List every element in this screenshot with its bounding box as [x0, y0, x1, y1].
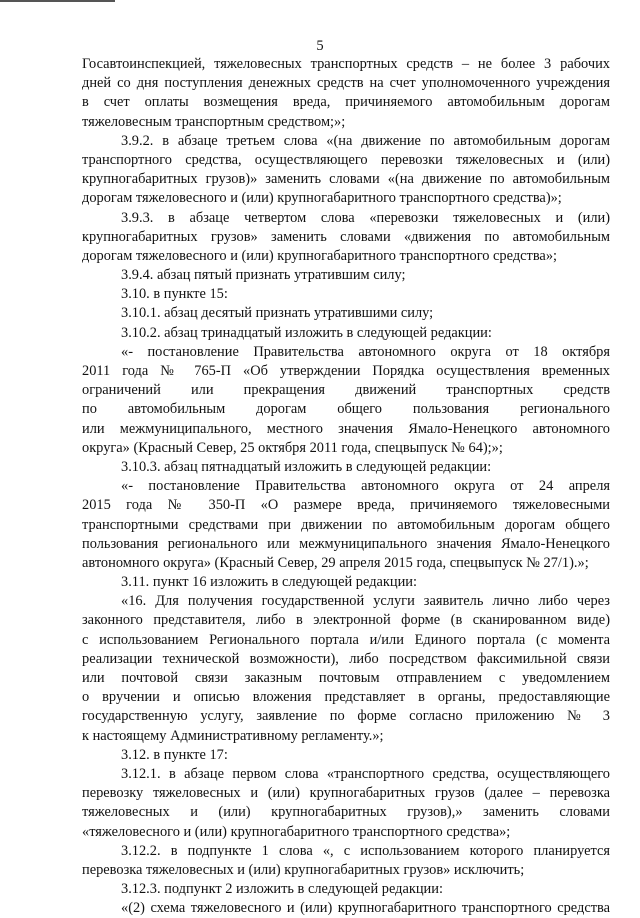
text-line: «- постановление Правительства автономного округа от 18 октября	[121, 343, 610, 360]
text-line: 3.9.4. абзац пятый признать утратившим силу;	[121, 267, 406, 284]
text-line: крупногабаритных грузов)» заменить словами «(на движение по автомобильным	[82, 171, 610, 188]
text-line: о вручении и описью вложения представляет в органы, предоставляющие	[82, 689, 610, 706]
corner-mark	[0, 0, 115, 2]
text-line: 3.10.3. абзац пятнадцатый изложить в следующей редакции:	[121, 458, 492, 475]
text-line: перевозка тяжеловесных и (или) крупногабаритных грузов» исключить;	[82, 861, 525, 878]
text-line: тяжеловесных и (или) крупногабаритных грузов),» заменить словами	[82, 804, 610, 821]
text-line: в счет оплаты возмещения вреда, причиняемого автомобильным дорогам	[82, 94, 610, 111]
text-line: дорогам тяжеловесного и (или) крупногабаритного транспортного средства)»;	[82, 190, 562, 207]
text-line: 3.9.2. в абзаце третьем слова «(на движение по автомобильным дорогам	[121, 132, 610, 149]
text-line: 3.12.3. подпункт 2 изложить в следующей редакции:	[121, 881, 443, 898]
text-line: 3.11. пункт 16 изложить в следующей редакции:	[121, 574, 418, 591]
text-line: с использованием Регионального портала и/или Единого портала (с момента	[82, 631, 610, 648]
text-line: Госавтоинспекцией, тяжеловесных транспортных средств – не более 3 рабочих	[82, 56, 610, 72]
text-line: ограничений или прекращения движений транспортных средств	[82, 382, 610, 399]
text-line: 3.10. в пункте 15:	[121, 286, 228, 303]
text-line: транспортными средствами при движении по автомобильным дорогам общего	[82, 516, 610, 533]
text-line: транспортного средства, осуществляющего перевозки тяжеловесных и (или)	[82, 151, 610, 168]
text-line: 2015 года № 350-П «О размере вреда, причиняемого тяжеловесными	[82, 497, 610, 514]
text-line: «тяжеловесного и (или) крупногабаритного транспортного средства»;	[82, 823, 511, 840]
text-line: или почтовой связи заказным почтовым отправлением с уведомлением	[82, 670, 610, 686]
text-line: 3.10.2. абзац тринадцатый изложить в следующей редакции:	[121, 324, 492, 341]
document-body	[82, 55, 610, 918]
text-line: «16. Для получения государственной услуги заявитель лично либо через	[121, 593, 610, 610]
text-line: дорогам тяжеловесного и (или) крупногабаритного транспортного средства»;	[82, 247, 558, 264]
text-line: к настоящему Административному регламенту.»;	[82, 727, 384, 744]
text-line: пользования регионального или межмуниципального значения Ямало-Ненецкого	[82, 535, 610, 552]
text-line: округа» (Красный Север, 25 октября 2011 года, спецвыпуск № 64);»;	[82, 439, 503, 456]
text-line: крупногабаритных грузов» заменить словами «движения по автомобильным	[82, 228, 610, 245]
text-line: по автомобильным дорогам общего пользования регионального	[82, 401, 610, 418]
page-number: 5	[316, 38, 324, 54]
text-line: государственную услугу, заявление по форме согласно приложению № 3	[82, 708, 610, 725]
text-line: перевозку тяжеловесных и (или) крупногабаритных грузов (далее – перевозка	[82, 785, 610, 802]
text-line: дней со дня поступления денежных средств на счет уполномоченного учреждения	[82, 75, 610, 92]
text-line: «(2) схема тяжеловесного и (или) крупногабаритного транспортного средства	[121, 900, 610, 917]
text-line: тяжеловесным транспортным средством;»;	[82, 113, 346, 130]
text-line: реализации технической возможности), либо посредством факсимильной связи	[82, 650, 610, 667]
text-line: автономного округа» (Красный Север, 29 апреля 2015 года, спецвыпуск № 27/1).»;	[82, 554, 589, 571]
text-line: 3.12. в пункте 17:	[121, 746, 228, 763]
text-line: 3.10.1. абзац десятый признать утратившими силу;	[121, 305, 434, 322]
text-line: 3.9.3. в абзаце четвертом слова «перевозки тяжеловесных и (или)	[121, 209, 610, 226]
text-line: законного представителя, либо в электронной форме (в сканированном виде)	[82, 612, 610, 629]
text-line: «- постановление Правительства автономного округа от 24 апреля	[121, 478, 610, 495]
text-line: или межмуниципального, местного значения Ямало-Ненецкого автономного	[82, 420, 610, 437]
text-line: 3.12.1. в абзаце первом слова «транспортного средства, осуществляющего	[121, 765, 610, 782]
text-line: 2011 года № 765-П «Об утверждении Порядка осуществления временных	[82, 363, 610, 379]
text-line: 3.12.2. в подпункте 1 слова «, с использованием которого планируется	[121, 842, 610, 859]
